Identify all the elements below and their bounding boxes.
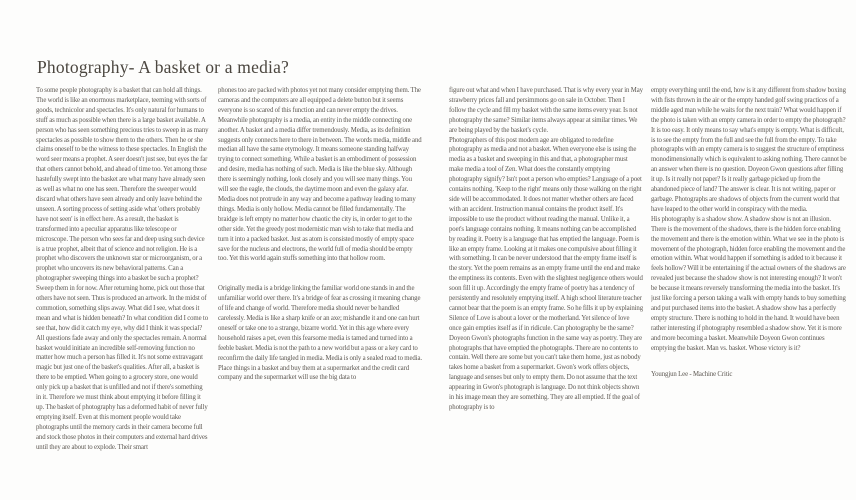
paragraph: figure out what and when I have purchased. That is why every year in May strawberry prices fall and persimmons go on sale in October. Then I follow the cycle and fill my basket with the same items every year. Is not photography the same? Similar items always appear at similar times. We are being played by the basket's cycle. bbox=[449, 87, 643, 134]
author-byline: Youngjun Lee - Machine Critic bbox=[651, 371, 733, 379]
paragraph: To some people photography is a basket that can hold all things. The world is like an enormous marketplace, teeming with sorts of goods, technicolor and spectacles. It's only natural for humans to stuff as much as possible when there is a large basket available. A person who has seen something precious tries to sweep in as many spectacles as possible to show them to the others. Then he or she claims oneself to be the witness to these spectacles. In English the word seer means a prophet. A seer doesn't just see, but eyes the far that others cannot behold, and ahead of time too. Yet among those hastefully swept into the basket are what many have already seen as well as what no one has seen. Therefore the sweeper would discard what others have seen already and only leave behind the unseen. A sorting process of setting aside what 'others probably have not seen' is in effect here. As a result, the basket is transformed into a peculiar apparatus like telescope or microscope. The person who sees far and deep using such device is a true prophet, albeit that of science and not religion. He is a prophet who discovers the unknown star or microorganism, or a prophet who uncovers its new behavioral patterns. Can a photographer sweeping things into a basket be such a prophet? Sweep them in for now. After returning home, pick out those that others have not seen. Thus is produced an artwork. In the midst of commotion, something slips away. What did I see, what does it mean and what is hidden beneath? In what condition did I come to see that, how did it catch my eye, why did I think it was special? All questions fade away and only the spectacles remain. A normal basket would initiate an incredible self-removing function no matter how much a person has filled it. It's not some extravagant magic but just one of the basket's qualities. After all, a basket is there to be emptied. When going to a grocery store, one would only pick up a basket that is unfilled and not if there's something in it. Therefore we must think about emptying it before filling it up. The basket of photography has a deformed habit of never fully emptying itself. Even at this moment people would take photographs until the memory cards in their camera become full and stock those photos in their computers and external hard drives until they are about to explode. Their smart bbox=[36, 87, 209, 451]
text-column-4 bbox=[651, 86, 847, 478]
text-column-2 bbox=[218, 86, 423, 478]
article-title: Photography- A basket or a media? bbox=[37, 57, 290, 77]
paragraph: Meanwhile photography is a media, an entity in the middle connecting one another. A basket and a media differ tremendously. Media, as its definition suggests only connects here to there in between. The words media, middle and median all have the same etymology. It means someone standing halfway trying to connect something. While a basket is an embodiment of possession and desire, media has nothing of such. Media is like the blue sky. Although there is seemingly nothing, look closely and you will see many things. You will see the eagle, the clouds, the daytime moon and even the galaxy afar. Media does not protrude in any way and become a pathway leading to many things. Media is only hollow. Media cannot be filled fundamentally. The braidge is left empty no matter how chaotic the city is, in order to get to the other side. Yet the greedy post modernistic man wish to take that media and turn it into a packed basket. Just as atom is consisted mostly of empty space save for the nucleus and electrons, the world full of media should be empty too. Yet this world again stuffs something into that hollow room. bbox=[218, 116, 422, 263]
paragraph: Photographers of this post modern age are obligated to redefine photography as media and not a basket. When everyone else is using the media as a basket and sweeping in this and that, a photographer must make media a tool of Zen. What does the constantly emptying photography signify? Isn't poet a person who empties? Language of a poet contains nothing. 'Keep to the right' means only those walking on the right side will be accommodated. It does not matter whether others are faced with an accident. Instruction manual contains the product itself. It's impossible to use the product without reading the manual. Unlike it, a poet's language contains nothing. It means nothing can be accomplished by reading it. Poetry is a language that has emptied the language. Poem is like an empty frame. Looking at it makes one compulsive about filling it with something. It can be never understood that the empty frame itself is the story. Yet the poem remains as an empty frame until the end and make the emptiness its contents. Even with the slightest negligence others would soon fill it up. Accordingly the empty frame of poetry has a tendency of persistently and resolutely emptying itself. A high school literature teacher cannot bear that the poem is an empty frame. So he fills it up by explaining Silence of Love is about a lover or the motherland. Yet silence of love once gain empties itself as if in ridicule. Can photography be the same? bbox=[449, 136, 643, 332]
text-column-1 bbox=[36, 86, 209, 478]
paragraph: His photography is a shadow show. A shadow show is not an illusion. There is the movement of the shadows, there is the hidden force enabling the movement and there is the emotion within. What we see in the photo is movement of the photograph, hidden force enabling the movement and the emotion within. What would happen if something is added to it because it feels hollow? Will it be entertaining if the actual owners of the shadows are revealed just because the shadow show is not interesting enough? It won't be because it means reversely transforming the media into the basket. It's just like forcing a person taking a walk with empty hands to buy something and put purchased items into the basket. A shadow show has a perfectly empty structure. There is nothing to hold in the hand. It would have been rather interesting if photography resembled a shadow show. Yet it is more and more becoming a basket. Meanwhile Doyeon Gwon continues emptying the basket. Man vs. basket. Whose victory is it? bbox=[651, 215, 846, 352]
paragraph: Doyeon Gwon's photographs function in the same way as poetry. They are photographs that have emptied the photographs. There are no contents to contain. Well there are some but you can't take them home, just as nobody takes home a basket from a supermarket. Gwon's work offers objects, language and senses but only to empty them. Do not assume that the text appearing in Gwon's photograph is language. Do not think objects shown in his image mean they are something. They are all emptied. If the goal of photography is to bbox=[449, 334, 643, 411]
text-column-3 bbox=[449, 86, 643, 478]
paragraph: Originally media is a bridge linking the familiar world one stands in and the unfamiliar world over there. It's a bridge of fear as crossing it meaning change of life and change of world. Therefore media should never be handled carelessly. Media is like a sharp knife or an axe; mishandle it and one can hurt oneself or take one to a strange, bizarre world. Yet in this age where every household raises a pet, even this fearsome media is tamed and turned into a feeble basket. Media is not the path to a new world but a pass or a key card to reconfirm the daily life tangled in media. Media is only a sealed road to media. Place things in a basket and buy them at a supermarket and the credit card company and the supermarket will use the big data to bbox=[218, 285, 422, 382]
paragraph: phones too are packed with photos yet not many consider emptying them. The cameras and the computers are all equipped a delete button but it seems everyone is so scared of this function and can never empty the drives. bbox=[218, 87, 421, 114]
paragraph: empty everything until the end, how is it any different from shadow boxing with fists thrown in the air or the empty handed golf swing practices of a middle aged man while he waits for the next train? What would happen if the photo is taken with an empty camera in order to empty the photograph? It is too easy. It only means to say what's empty is empty. What is difficult, is to see the empty from the full and see the full from the empty. To take photographs with an empty camera is to suggest the structure of emptiness monodimensionally which is equivalent to asking nothing. There cannot be an answer when there is no question. Doyeon Gwon questions after filling it up. Is it really not paper? Is it really garbage picked up from the abandoned piece of land? The answer is clear. It is not writing, paper or garbage. Photographs are shadows of objects from the current world that have leaped to the other world in conspiracy with the media. bbox=[651, 87, 847, 213]
